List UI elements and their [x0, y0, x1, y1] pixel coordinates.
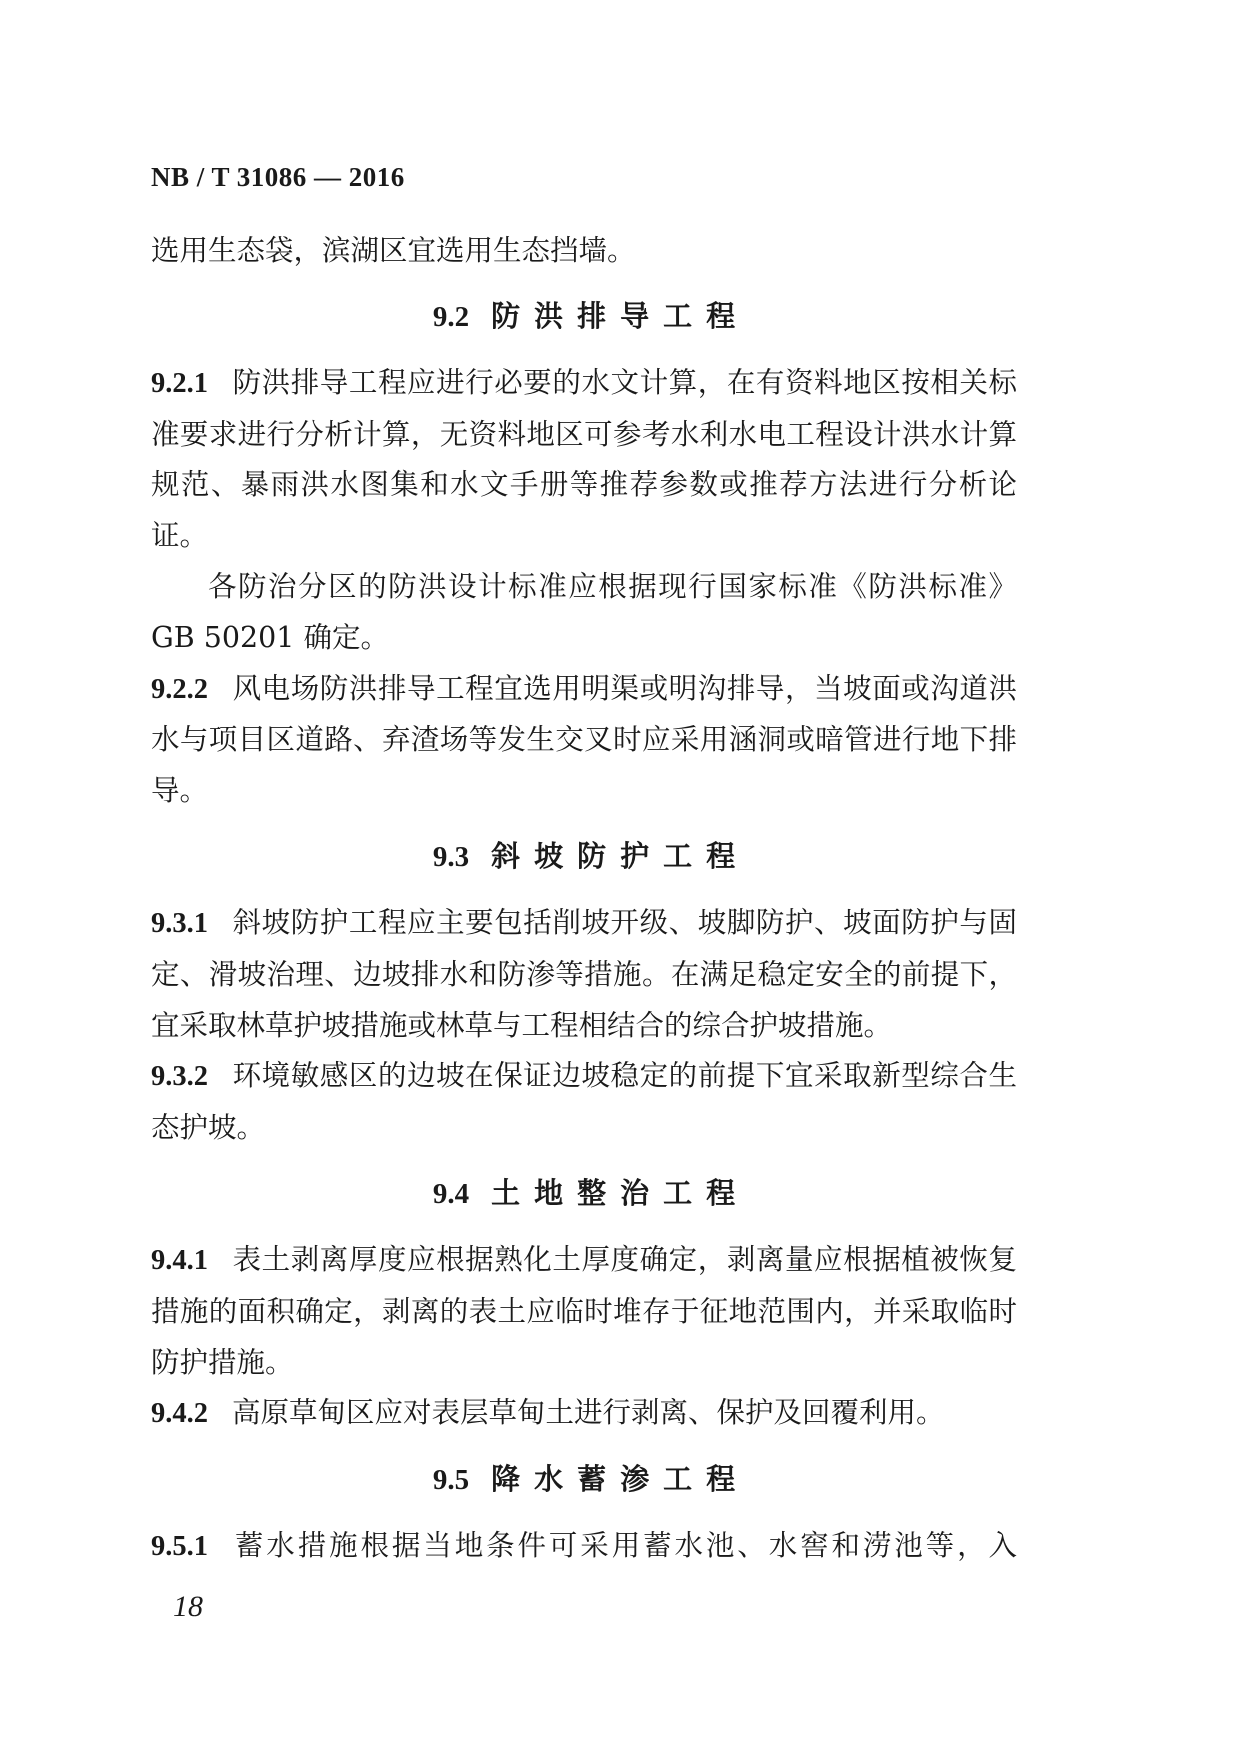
section-number: 9.3 [432, 840, 470, 873]
clause-number: 9.4.1 [151, 1244, 208, 1276]
section-title: 降水蓄渗工程 [491, 1462, 750, 1497]
section-number: 9.2 [432, 300, 470, 333]
clause-text: 表土剥离厚度应根据熟化土厚度确定，剥离量应根据植被恢复措施的面积确定，剥离的表土应临时堆存于征地范围内，并采取临时防护措施。 [151, 1242, 1017, 1379]
clause-text: 斜坡防护工程应主要包括削坡开级、坡脚防护、坡面防护与固定、滑坡治理、边坡排水和防渗等措施。在满足稳定安全的前提下，宜采取林草护坡措施或林草与工程相结合的综合护坡措施。 [151, 905, 1017, 1042]
section-heading-9-2 [151, 296, 1017, 337]
section-number: 9.4 [432, 1177, 470, 1210]
clause-number: 9.3.2 [151, 1061, 208, 1093]
page-number: 18 [173, 1590, 203, 1623]
clause-9-3-2 [151, 1051, 1017, 1154]
clause-text: 环境敏感区的边坡在保证边坡稳定的前提下宜采取新型综合生态护坡。 [151, 1059, 1017, 1145]
paragraph-text: 各防治分区的防洪设计标准应根据现行国家标准《防洪标准》GB 50201 确定。 [151, 569, 1017, 654]
clause-9-4-1 [151, 1235, 1017, 1388]
section-title: 防洪排导工程 [491, 298, 750, 333]
section-title: 土地整治工程 [491, 1175, 750, 1210]
section-number: 9.5 [432, 1464, 470, 1497]
clause-9-2-2 [151, 664, 1017, 817]
clause-9-5-1 [151, 1521, 1017, 1573]
body-content [151, 226, 1017, 1573]
section-title: 斜坡防护工程 [491, 838, 750, 873]
clause-number: 9.2.2 [151, 673, 208, 705]
standard-number: NB / T 31086 — 2016 [151, 162, 405, 192]
clause-number: 9.3.1 [151, 907, 208, 939]
clause-text: 防洪排导工程应进行必要的水文计算，在有资料地区按相关标准要求进行分析计算，无资料地区可参考水利水电工程设计洪水计算规范、暴雨洪水图集和水文手册等推荐参数或推荐方法进行分析论证。 [151, 365, 1017, 553]
clause-number: 9.4.2 [151, 1398, 208, 1430]
clause-9-2-1 [151, 358, 1017, 562]
continuation-text: 选用生态袋，滨湖区宜选用生态挡墙。 [151, 234, 636, 267]
clause-text: 风电场防洪排导工程宜选用明渠或明沟排导，当坡面或沟道洪水与项目区道路、弃渣场等发生交叉时应采用涵洞或暗管进行地下排导。 [151, 671, 1017, 808]
section-heading-9-3 [151, 836, 1017, 877]
clause-text: 高原草甸区应对表层草甸土进行剥离、保护及回覆利用。 [232, 1396, 945, 1430]
section-heading-9-5 [151, 1459, 1017, 1500]
clause-9-4-2 [151, 1388, 1017, 1440]
clause-number: 9.5.1 [151, 1531, 208, 1563]
clause-9-3-1 [151, 898, 1017, 1051]
section-heading-9-4 [151, 1173, 1017, 1214]
paragraph-flood-standard [151, 562, 1017, 664]
clause-text: 蓄水措施根据当地条件可采用蓄水池、水窖和涝池等，入 [232, 1529, 1017, 1563]
clause-number: 9.2.1 [151, 367, 208, 399]
